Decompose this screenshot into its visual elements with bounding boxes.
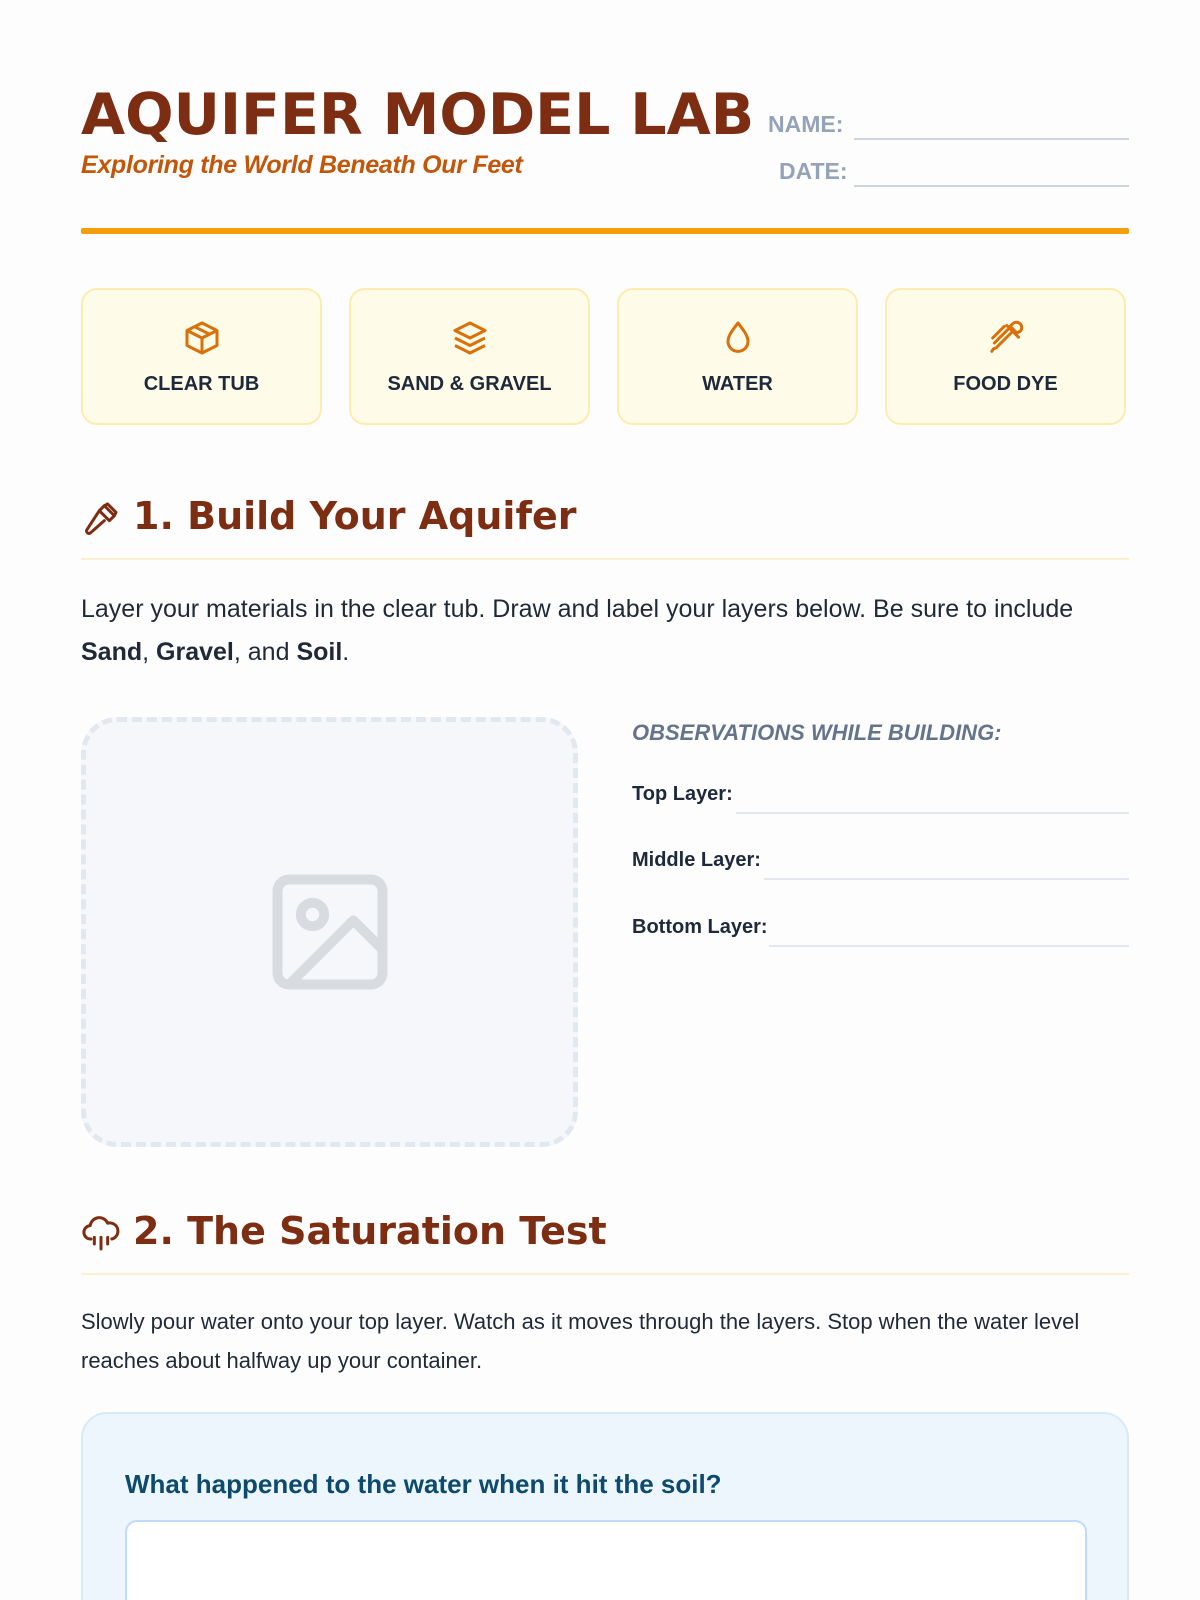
answer-box[interactable] [125,1520,1087,1600]
bottom-layer-field[interactable] [769,945,1129,947]
name-field[interactable] [854,138,1129,140]
material-label: WATER [702,373,773,395]
top-layer-label: Top Layer: [632,783,733,805]
date-field[interactable] [854,185,1129,187]
material-label: FOOD DYE [953,373,1058,395]
material-card-food-dye [885,288,1126,425]
bold-gravel: Gravel [156,638,234,666]
question-text: What happened to the water when it hit the soil? [125,1469,722,1499]
top-layer-field[interactable] [736,812,1129,814]
material-card-water [617,288,858,425]
worksheet-page [81,0,1129,1600]
section-1-instructions: Layer your materials in the clear tub. Draw and label your layers below. Be sure to include Sand, Gravel, and Soil. [81,595,1074,666]
middle-layer-label: Middle Layer: [632,849,761,871]
date-label: DATE: [779,158,848,184]
hammer-icon [81,499,121,544]
bottom-layer-label: Bottom Layer: [632,916,768,938]
section-1-divider [81,558,1129,560]
question-card [81,1412,1129,1600]
page-title: AQUIFER MODEL LAB [81,82,755,148]
middle-layer-field[interactable] [764,878,1129,880]
bold-sand: Sand [81,638,143,666]
page-subtitle: Exploring the World Beneath Our Feet [81,151,523,179]
drawing-area[interactable] [81,717,578,1147]
cloud-rain-icon [81,1214,121,1259]
material-label: SAND & GRAVEL [387,373,552,395]
observations-heading: OBSERVATIONS WHILE BUILDING: [632,720,1002,745]
section-2-instructions: Slowly pour water onto your top layer. Watch as it moves through the layers. Stop when the water level reaches about halfway up your container. [81,1309,1080,1373]
material-card-sand-gravel [349,288,590,425]
section-2-title: 2. The Saturation Test [133,1209,607,1253]
section-1-title: 1. Build Your Aquifer [133,494,577,538]
material-label: CLEAR TUB [143,373,260,395]
header-divider [81,228,1129,234]
bold-soil: Soil [296,638,343,666]
name-label: NAME: [768,111,844,137]
material-card-clear-tub [81,288,322,425]
section-2-divider [81,1273,1129,1275]
